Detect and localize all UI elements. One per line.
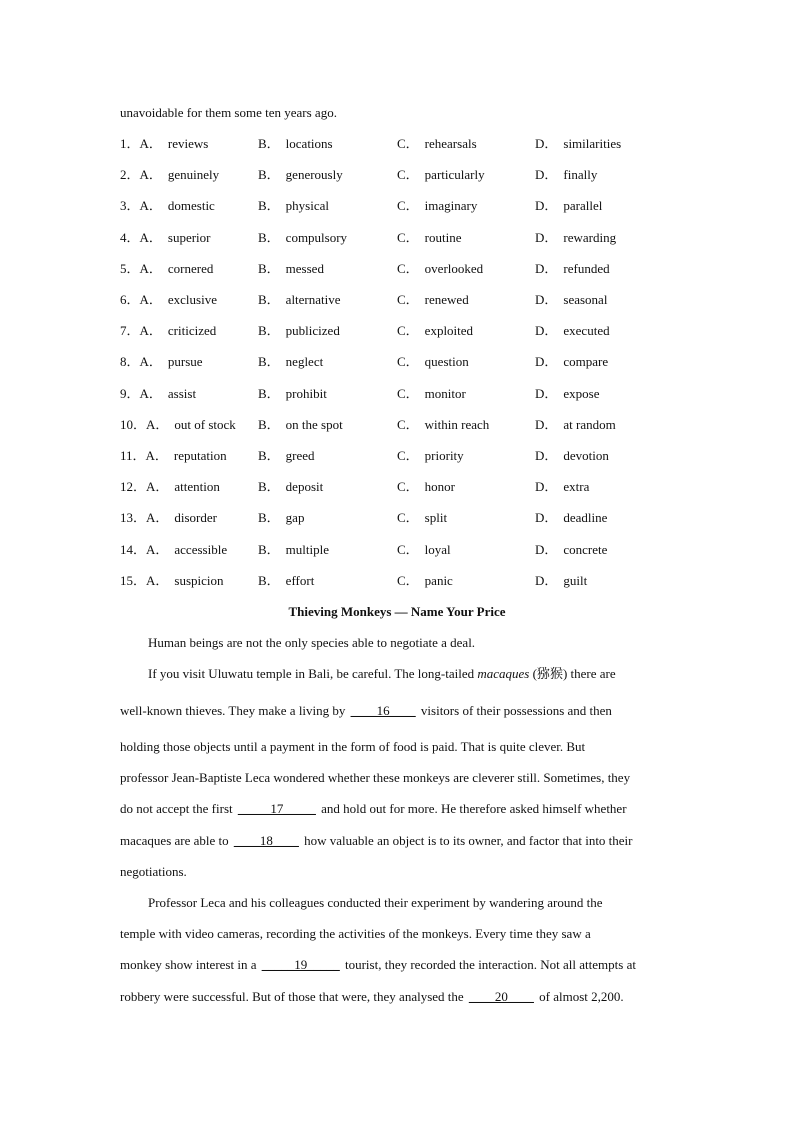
option-b-text: publicized xyxy=(285,323,340,339)
option-b xyxy=(258,167,343,183)
option-b-text: deposit xyxy=(285,479,324,495)
option-d-label: D． xyxy=(535,167,558,183)
option-d-text: deadline xyxy=(563,510,608,526)
option-a-text: superior xyxy=(167,229,211,245)
option-b-label: B． xyxy=(258,260,280,276)
option-c-label: C． xyxy=(397,541,419,557)
option-b-text: generously xyxy=(285,167,343,183)
option-d-label: D． xyxy=(535,136,558,151)
option-a-text: out of stock xyxy=(174,416,236,432)
option-b-label: B． xyxy=(258,448,280,463)
option-a xyxy=(120,136,208,152)
option-row xyxy=(120,354,680,370)
option-c-label: C． xyxy=(397,260,419,276)
option-d-text: guilt xyxy=(563,572,588,588)
option-a xyxy=(120,448,227,464)
option-b xyxy=(258,542,329,558)
option-c-text: monitor xyxy=(424,385,466,401)
option-a-text: pursue xyxy=(167,354,203,370)
option-b-label: B． xyxy=(258,354,280,370)
option-d-text: executed xyxy=(563,323,610,339)
paragraph-2-line-7: negotiations. xyxy=(120,864,187,879)
option-b-label: B． xyxy=(258,510,280,526)
option-d xyxy=(535,573,587,589)
option-c-text: renewed xyxy=(424,292,469,307)
option-d xyxy=(535,448,609,464)
option-b-label: B． xyxy=(258,541,280,557)
option-d-label: D． xyxy=(535,323,558,339)
blank-20: ____20____ xyxy=(468,989,534,1004)
option-c xyxy=(397,417,489,433)
option-row xyxy=(120,573,680,589)
option-a-text: domestic xyxy=(167,198,215,214)
option-c xyxy=(397,386,466,402)
option-a xyxy=(120,542,227,558)
option-b xyxy=(258,479,323,495)
option-d-text: compare xyxy=(563,354,609,370)
option-b xyxy=(258,136,333,152)
option-row xyxy=(120,292,680,308)
option-a xyxy=(120,573,224,589)
option-c xyxy=(397,167,485,183)
option-b xyxy=(258,386,327,402)
paragraph-2-line-2: well-known thieves. They make a living by ____16____ visitors of their possessions and then xyxy=(120,703,612,718)
option-c-text: particularly xyxy=(424,167,485,183)
option-c xyxy=(397,261,483,277)
option-a-text: disorder xyxy=(174,510,217,526)
option-b-label: B． xyxy=(258,323,280,339)
option-b xyxy=(258,261,324,277)
option-c-label: C． xyxy=(397,448,419,463)
option-a-label: 8．A． xyxy=(120,354,162,370)
option-c-label: C． xyxy=(397,292,419,307)
paragraph-3-line-1: Professor Leca and his colleagues conducted their experiment by wandering around the xyxy=(148,895,603,910)
option-a-label: 15．A． xyxy=(120,572,169,588)
option-a-label: 4．A． xyxy=(120,229,162,245)
option-row xyxy=(120,417,680,433)
option-c-label: C． xyxy=(397,167,419,183)
option-d-label: D． xyxy=(535,541,558,557)
option-a-text: reviews xyxy=(167,136,209,151)
option-a-text: suspicion xyxy=(174,572,224,588)
option-c-text: rehearsals xyxy=(424,136,477,151)
option-d xyxy=(535,510,607,526)
blank-18: ____18____ xyxy=(233,833,299,848)
option-d xyxy=(535,542,607,558)
option-b-label: B． xyxy=(258,416,280,432)
intro-line: unavoidable for them some ten years ago. xyxy=(120,105,337,120)
option-d xyxy=(535,198,602,214)
option-row xyxy=(120,510,680,526)
option-d xyxy=(535,479,589,495)
paragraph-2-line-6: macaques are able to ____18____ how valuable an object is to its owner, and factor that into their xyxy=(120,833,633,848)
option-a-text: attention xyxy=(174,479,220,495)
option-row xyxy=(120,448,680,464)
option-row xyxy=(120,479,680,495)
option-d-label: D． xyxy=(535,510,558,526)
option-c-label: C． xyxy=(397,323,419,339)
option-b-text: gap xyxy=(285,510,305,526)
option-c-text: imaginary xyxy=(424,198,478,214)
blank-19: _____19_____ xyxy=(261,957,340,972)
option-a xyxy=(120,386,196,402)
option-b-text: on the spot xyxy=(285,416,343,432)
option-c xyxy=(397,448,464,464)
option-c-text: panic xyxy=(424,572,453,588)
option-a-label: 9．A． xyxy=(120,385,162,401)
option-b-label: B． xyxy=(258,292,280,307)
option-b-label: B． xyxy=(258,385,280,401)
option-a-label: 7．A． xyxy=(120,323,162,339)
option-row xyxy=(120,136,680,152)
paragraph-2-line-4: professor Jean-Baptiste Leca wondered whether these monkeys are cleverer still. Sometimes, they xyxy=(120,770,631,785)
option-b xyxy=(258,573,314,589)
option-b-text: effort xyxy=(285,572,315,588)
option-a-text: reputation xyxy=(173,448,227,463)
paragraph-3-line-4: robbery were successful. But of those that were, they analysed the ____20____ of almost 2,200. xyxy=(120,989,624,1004)
option-a-text: exclusive xyxy=(167,292,217,307)
option-b xyxy=(258,510,304,526)
paragraph-2-line-1: If you visit Uluwatu temple in Bali, be careful. The long-tailed macaques (猕猴) there are xyxy=(148,666,616,681)
option-c-label: C． xyxy=(397,385,419,401)
option-a-label: 10．A． xyxy=(120,416,169,432)
option-b-text: prohibit xyxy=(285,385,327,401)
option-c-text: honor xyxy=(424,479,456,495)
blank-16: ____16____ xyxy=(350,703,416,718)
option-a-label: 11．A． xyxy=(120,448,168,463)
option-c xyxy=(397,510,447,526)
option-row xyxy=(120,542,680,558)
passage-title: Thieving Monkeys — Name Your Price xyxy=(288,604,506,619)
option-c-label: C． xyxy=(397,136,419,151)
option-b-text: greed xyxy=(285,448,315,463)
option-d xyxy=(535,230,616,246)
option-row xyxy=(120,230,680,246)
option-d-label: D． xyxy=(535,354,558,370)
option-row xyxy=(120,167,680,183)
option-d-label: D． xyxy=(535,572,558,588)
option-c-label: C． xyxy=(397,510,419,526)
option-b xyxy=(258,448,315,464)
option-b-text: alternative xyxy=(285,292,341,307)
option-row xyxy=(120,323,680,339)
blank-17: _____17_____ xyxy=(237,801,316,816)
option-c-label: C． xyxy=(397,572,419,588)
option-c xyxy=(397,136,477,152)
option-d-text: seasonal xyxy=(563,292,608,307)
option-c xyxy=(397,354,469,370)
option-d xyxy=(535,354,608,370)
option-a-label: 3．A． xyxy=(120,198,162,214)
option-a xyxy=(120,354,203,370)
option-b-label: B． xyxy=(258,229,280,245)
option-b xyxy=(258,354,323,370)
option-b-label: B． xyxy=(258,136,280,151)
option-a xyxy=(120,167,219,183)
option-c-text: split xyxy=(424,510,448,526)
option-a-text: assist xyxy=(167,385,197,401)
option-d-label: D． xyxy=(535,229,558,245)
option-a xyxy=(120,479,220,495)
option-row xyxy=(120,198,680,214)
option-a-label: 1．A． xyxy=(120,136,162,151)
option-d-text: rewarding xyxy=(563,229,617,245)
option-a-text: cornered xyxy=(167,260,214,276)
option-d xyxy=(535,292,607,308)
option-a-label: 2．A． xyxy=(120,167,162,183)
option-b-text: locations xyxy=(285,136,333,151)
option-c-text: exploited xyxy=(424,323,474,339)
option-a xyxy=(120,417,236,433)
option-d-text: at random xyxy=(563,416,616,432)
option-c-label: C． xyxy=(397,198,419,214)
option-d xyxy=(535,386,600,402)
option-row xyxy=(120,261,680,277)
option-d-text: finally xyxy=(563,167,598,183)
option-c-label: C． xyxy=(397,479,419,495)
option-d-label: D． xyxy=(535,479,558,495)
option-a-label: 14．A． xyxy=(120,541,169,557)
option-a-label: 12．A． xyxy=(120,479,169,495)
option-c-text: overlooked xyxy=(424,260,484,276)
option-a-label: 13．A． xyxy=(120,510,169,526)
option-b-text: multiple xyxy=(285,541,330,557)
option-d xyxy=(535,261,610,277)
option-d-label: D． xyxy=(535,292,558,307)
option-a-text: genuinely xyxy=(167,167,220,183)
option-d xyxy=(535,136,621,152)
option-a xyxy=(120,230,211,246)
option-b xyxy=(258,230,347,246)
option-d xyxy=(535,417,616,433)
option-a xyxy=(120,198,215,214)
option-c-label: C． xyxy=(397,354,419,370)
option-b xyxy=(258,292,341,308)
option-b-label: B． xyxy=(258,167,280,183)
option-b xyxy=(258,323,340,339)
option-d-text: devotion xyxy=(563,448,609,463)
option-c xyxy=(397,479,455,495)
option-d-label: D． xyxy=(535,198,558,214)
option-c-text: loyal xyxy=(424,541,451,557)
option-a-label: 6．A． xyxy=(120,292,162,307)
paragraph-2-line-3: holding those objects until a payment in the form of food is paid. That is quite clever. But xyxy=(120,739,586,754)
option-c xyxy=(397,230,462,246)
option-b xyxy=(258,417,343,433)
option-d-label: D． xyxy=(535,260,558,276)
option-b-label: B． xyxy=(258,198,280,214)
paragraph-3-line-3: monkey show interest in a _____19_____ tourist, they recorded the interaction. Not all attempts at xyxy=(120,957,636,972)
option-b-text: neglect xyxy=(285,354,324,370)
option-d-text: refunded xyxy=(563,260,610,276)
option-c xyxy=(397,292,469,308)
option-a-text: accessible xyxy=(174,541,228,557)
option-c-text: question xyxy=(424,354,469,370)
option-b-label: B． xyxy=(258,479,280,495)
option-c xyxy=(397,198,477,214)
italic-term: macaques xyxy=(477,666,530,681)
paragraph-1: Human beings are not the only species able to negotiate a deal. xyxy=(148,635,476,650)
option-c-text: routine xyxy=(424,229,462,245)
option-d-text: extra xyxy=(563,479,590,495)
option-c xyxy=(397,542,451,558)
option-d-text: similarities xyxy=(563,136,622,151)
option-b-text: compulsory xyxy=(285,229,348,245)
option-b-text: messed xyxy=(285,260,324,276)
option-a xyxy=(120,292,217,308)
option-b-label: B． xyxy=(258,572,280,588)
option-row xyxy=(120,386,680,402)
option-d-text: concrete xyxy=(563,541,608,557)
paragraph-3-line-2: temple with video cameras, recording the activities of the monkeys. Every time they saw a xyxy=(120,926,591,941)
option-d-label: D． xyxy=(535,385,558,401)
option-d xyxy=(535,167,597,183)
option-d-label: D． xyxy=(535,416,558,432)
option-d-text: expose xyxy=(563,385,600,401)
paragraph-2-line-5: do not accept the first _____17_____ and hold out for more. He therefore asked himself whether xyxy=(120,801,627,816)
option-a xyxy=(120,323,216,339)
option-b xyxy=(258,198,329,214)
option-c-text: priority xyxy=(424,448,464,463)
option-c-text: within reach xyxy=(424,416,490,432)
option-a xyxy=(120,261,213,277)
option-a-label: 5．A． xyxy=(120,260,162,276)
option-c-label: C． xyxy=(397,416,419,432)
option-c-label: C． xyxy=(397,229,419,245)
option-c xyxy=(397,323,473,339)
option-d xyxy=(535,323,610,339)
option-d-label: D． xyxy=(535,448,558,463)
option-d-text: parallel xyxy=(563,198,603,214)
option-b-text: physical xyxy=(285,198,329,214)
option-a xyxy=(120,510,217,526)
option-a-text: criticized xyxy=(167,323,217,339)
option-c xyxy=(397,573,453,589)
